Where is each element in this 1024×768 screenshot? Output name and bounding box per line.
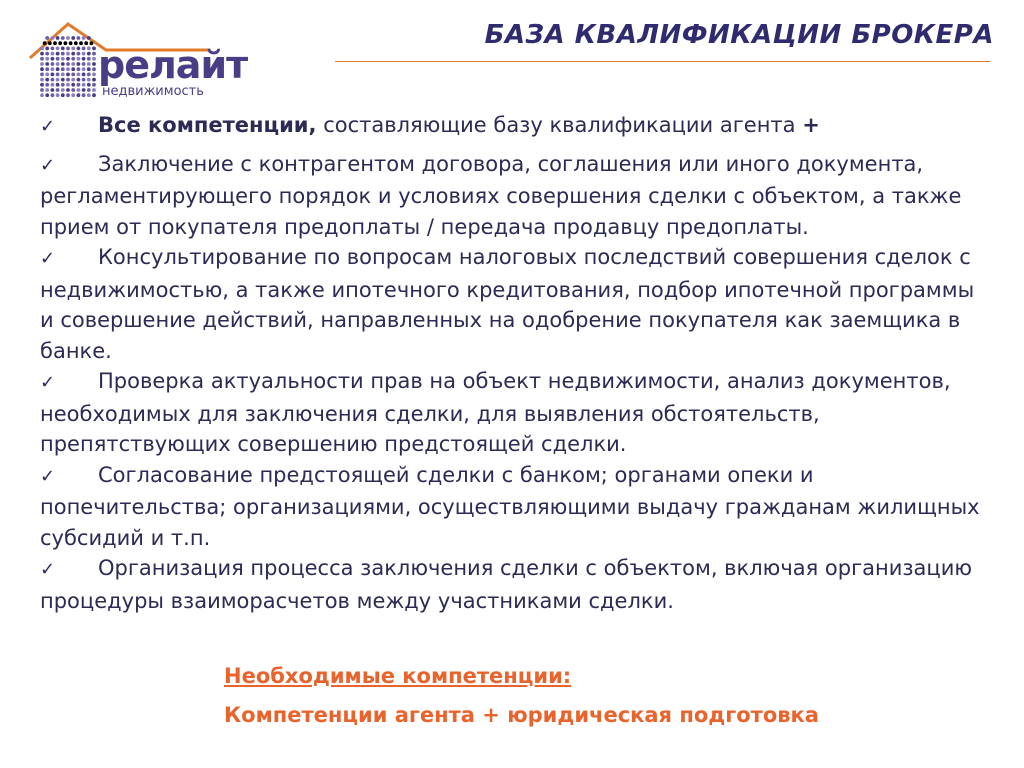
- checkmark-icon: ✓: [40, 372, 56, 393]
- list-item-summary: [40, 110, 990, 143]
- summary-text: составляющие базу квалификации агента: [316, 113, 803, 137]
- list-item: [40, 460, 990, 554]
- checkmark-icon: ✓: [40, 248, 56, 269]
- list-item: [40, 242, 990, 366]
- checkmark-icon: ✓: [40, 465, 56, 487]
- checkmark-icon: ✓: [40, 154, 56, 176]
- summary-plus: +: [802, 113, 820, 137]
- page-title: БАЗА КВАЛИФИКАЦИИ БРОКЕРА: [484, 20, 994, 50]
- list-item-text: Проверка актуальности прав на объект недвижимости, анализ документов, необходимых для заключения сделки, для выявления обстоятельств, препятствующих совершению предстоящей сделки.: [40, 369, 951, 456]
- competency-list: [40, 110, 990, 616]
- logo-subtitle: недвижимость: [102, 84, 204, 99]
- logo-wordmark: релайт: [98, 43, 248, 87]
- list-item-text: Согласование предстоящей сделки с банком; органами опеки и попечительства; организациями, осуществляющими выдачу гражданам жилищных субсидий и т.п.: [40, 462, 980, 550]
- list-item: [40, 149, 990, 243]
- checkmark-icon: ✓: [40, 116, 56, 137]
- list-item: [40, 366, 990, 460]
- list-item: [40, 553, 990, 616]
- company-logo: [28, 22, 248, 102]
- checkmark-icon: ✓: [40, 559, 56, 580]
- summary-lead: Все компетенции,: [98, 113, 317, 137]
- list-item-text: Консультирование по вопросам налоговых последствий совершения сделок с недвижимостью, а также ипотечного кредитования, подбор ипотечной программы и совершение действий, направленных на одобрение покупателя как заемщика в банке.: [40, 245, 975, 363]
- list-item-text: Заключение с контрагентом договора, соглашения или иного документа, регламентирующего порядок и условиях совершения сделки с объектом, а также прием от покупателя предоплаты / передача продавцу предоплаты.: [40, 151, 962, 239]
- required-competencies-heading: Необходимые компетенции:: [224, 664, 572, 688]
- list-item-text: Организация процесса заключения сделки с объектом, включая организацию процедуры взаиморасчетов между участниками сделки.: [40, 556, 973, 613]
- title-divider: [335, 61, 990, 62]
- competency-formula: Компетенции агента + юридическая подготовка: [224, 703, 819, 727]
